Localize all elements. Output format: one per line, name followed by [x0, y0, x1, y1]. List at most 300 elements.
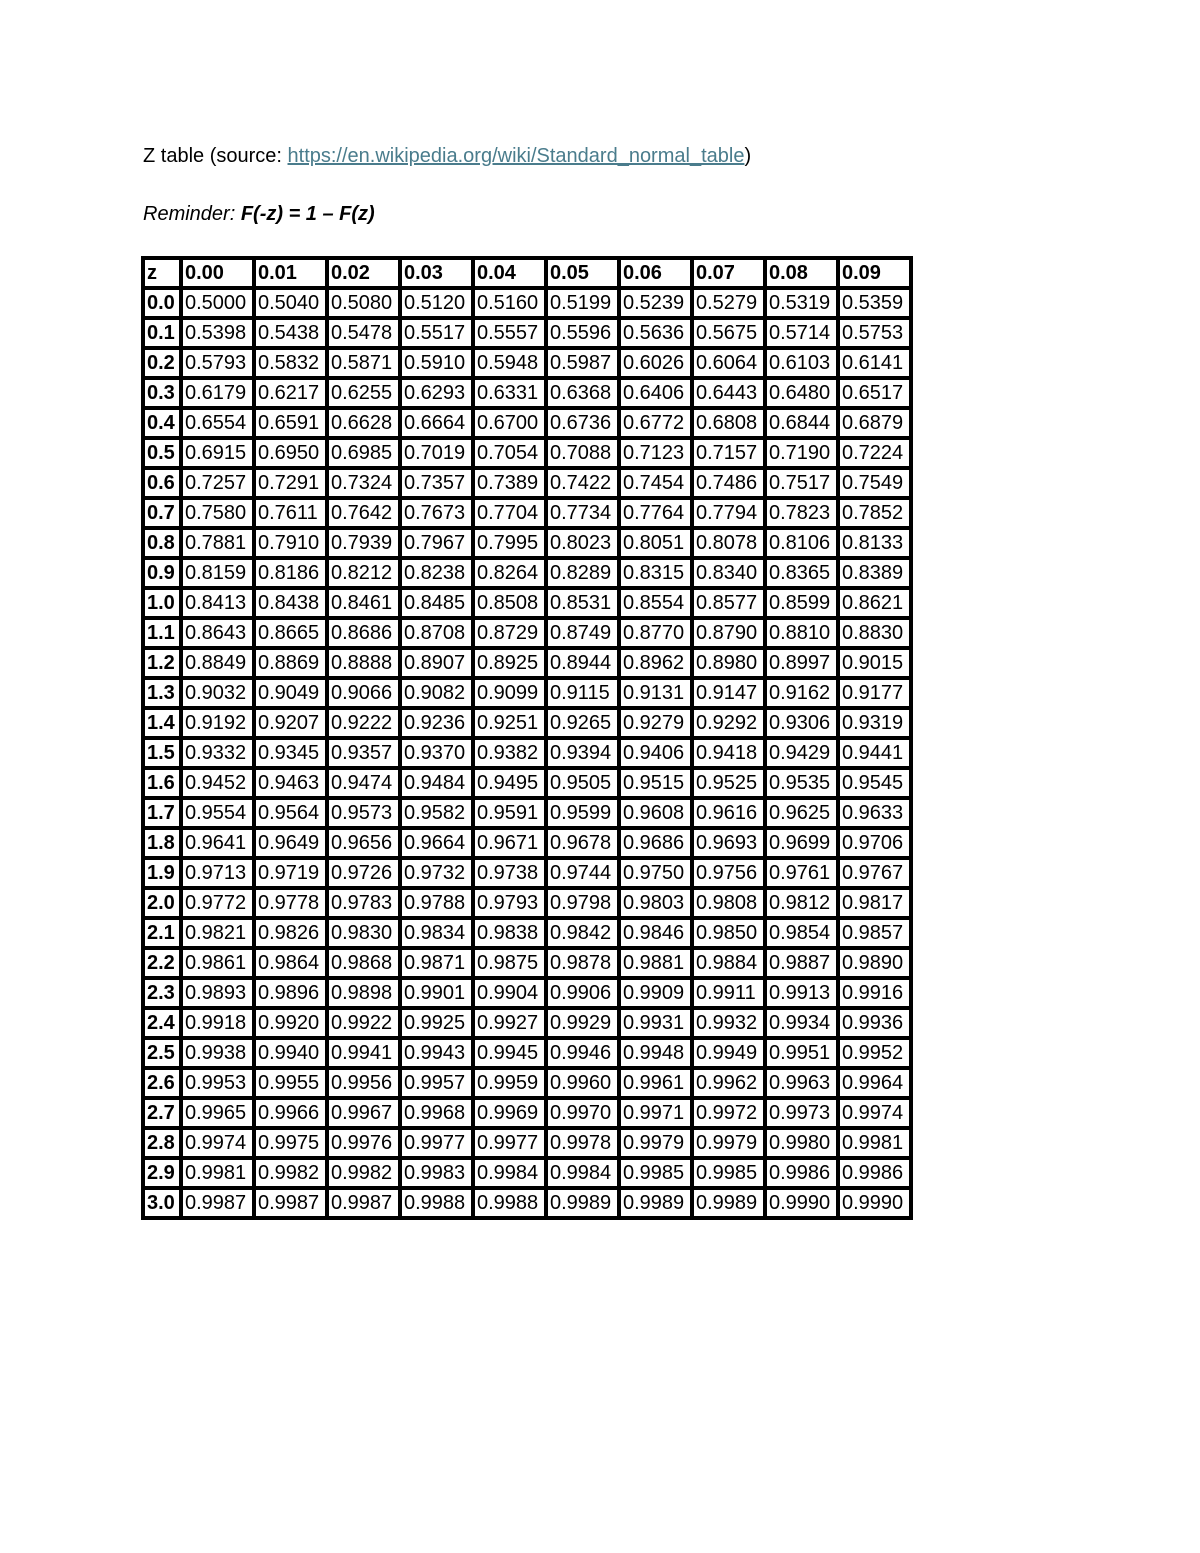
- probability-cell: 0.9893: [181, 978, 254, 1008]
- probability-cell: 0.9875: [473, 948, 546, 978]
- probability-cell: 0.9474: [327, 768, 400, 798]
- probability-cell: 0.7324: [327, 468, 400, 498]
- probability-cell: 0.9941: [327, 1038, 400, 1068]
- probability-cell: 0.9934: [765, 1008, 838, 1038]
- z-value-cell: 1.0: [143, 588, 181, 618]
- probability-cell: 0.6950: [254, 438, 327, 468]
- probability-cell: 0.9989: [692, 1188, 765, 1218]
- probability-cell: 0.9441: [838, 738, 911, 768]
- z-value-cell: 1.7: [143, 798, 181, 828]
- probability-cell: 0.9974: [181, 1128, 254, 1158]
- probability-cell: 0.9131: [619, 678, 692, 708]
- z-value-cell: 3.0: [143, 1188, 181, 1218]
- probability-cell: 0.9985: [619, 1158, 692, 1188]
- z-table: [141, 256, 913, 1220]
- probability-cell: 0.9821: [181, 918, 254, 948]
- probability-cell: 0.8849: [181, 648, 254, 678]
- probability-cell: 0.9803: [619, 888, 692, 918]
- probability-cell: 0.9909: [619, 978, 692, 1008]
- probability-cell: 0.5359: [838, 288, 911, 318]
- probability-cell: 0.9678: [546, 828, 619, 858]
- probability-cell: 0.9981: [181, 1158, 254, 1188]
- column-header: 0.04: [473, 258, 546, 288]
- probability-cell: 0.7123: [619, 438, 692, 468]
- probability-cell: 0.6217: [254, 378, 327, 408]
- table-row: [143, 858, 911, 888]
- probability-cell: 0.9943: [400, 1038, 473, 1068]
- probability-cell: 0.9982: [327, 1158, 400, 1188]
- probability-cell: 0.9495: [473, 768, 546, 798]
- probability-cell: 0.7357: [400, 468, 473, 498]
- probability-cell: 0.9960: [546, 1068, 619, 1098]
- z-value-cell: 2.9: [143, 1158, 181, 1188]
- probability-cell: 0.9332: [181, 738, 254, 768]
- probability-cell: 0.7967: [400, 528, 473, 558]
- probability-cell: 0.9916: [838, 978, 911, 1008]
- z-value-cell: 1.9: [143, 858, 181, 888]
- probability-cell: 0.9983: [400, 1158, 473, 1188]
- probability-cell: 0.9515: [619, 768, 692, 798]
- probability-cell: 0.9987: [327, 1188, 400, 1218]
- probability-cell: 0.7881: [181, 528, 254, 558]
- z-value-cell: 1.8: [143, 828, 181, 858]
- probability-cell: 0.7486: [692, 468, 765, 498]
- probability-cell: 0.5000: [181, 288, 254, 318]
- probability-cell: 0.9974: [838, 1098, 911, 1128]
- z-value-cell: 2.2: [143, 948, 181, 978]
- probability-cell: 0.9896: [254, 978, 327, 1008]
- probability-cell: 0.5517: [400, 318, 473, 348]
- probability-cell: 0.6517: [838, 378, 911, 408]
- probability-cell: 0.9966: [254, 1098, 327, 1128]
- probability-cell: 0.9484: [400, 768, 473, 798]
- probability-cell: 0.9936: [838, 1008, 911, 1038]
- probability-cell: 0.9830: [327, 918, 400, 948]
- probability-cell: 0.8554: [619, 588, 692, 618]
- probability-cell: 0.9525: [692, 768, 765, 798]
- probability-cell: 0.9573: [327, 798, 400, 828]
- z-value-cell: 0.4: [143, 408, 181, 438]
- z-value-cell: 2.3: [143, 978, 181, 1008]
- probability-cell: 0.9918: [181, 1008, 254, 1038]
- probability-cell: 0.8508: [473, 588, 546, 618]
- probability-cell: 0.8749: [546, 618, 619, 648]
- probability-cell: 0.9963: [765, 1068, 838, 1098]
- probability-cell: 0.8665: [254, 618, 327, 648]
- probability-cell: 0.9192: [181, 708, 254, 738]
- probability-cell: 0.9066: [327, 678, 400, 708]
- probability-cell: 0.7611: [254, 498, 327, 528]
- probability-cell: 0.7939: [327, 528, 400, 558]
- probability-cell: 0.9945: [473, 1038, 546, 1068]
- z-value-cell: 0.7: [143, 498, 181, 528]
- table-row: [143, 1128, 911, 1158]
- probability-cell: 0.9686: [619, 828, 692, 858]
- table-row: [143, 1158, 911, 1188]
- table-row: [143, 1098, 911, 1128]
- z-value-cell: 0.8: [143, 528, 181, 558]
- probability-cell: 0.9625: [765, 798, 838, 828]
- table-row: [143, 828, 911, 858]
- probability-cell: 0.9961: [619, 1068, 692, 1098]
- probability-cell: 0.9656: [327, 828, 400, 858]
- table-row: [143, 978, 911, 1008]
- probability-cell: 0.9913: [765, 978, 838, 1008]
- document-title: [143, 143, 751, 169]
- probability-cell: 0.7257: [181, 468, 254, 498]
- probability-cell: 0.9987: [181, 1188, 254, 1218]
- probability-cell: 0.9699: [765, 828, 838, 858]
- probability-cell: 0.9554: [181, 798, 254, 828]
- probability-cell: 0.9726: [327, 858, 400, 888]
- probability-cell: 0.5398: [181, 318, 254, 348]
- reminder-formula: F(-z) = 1 – F(z): [240, 203, 375, 225]
- probability-cell: 0.6985: [327, 438, 400, 468]
- probability-cell: 0.7764: [619, 498, 692, 528]
- probability-cell: 0.5319: [765, 288, 838, 318]
- probability-cell: 0.9082: [400, 678, 473, 708]
- probability-cell: 0.6915: [181, 438, 254, 468]
- probability-cell: 0.8790: [692, 618, 765, 648]
- probability-cell: 0.9147: [692, 678, 765, 708]
- probability-cell: 0.9979: [619, 1128, 692, 1158]
- z-value-cell: 2.6: [143, 1068, 181, 1098]
- probability-cell: 0.9901: [400, 978, 473, 1008]
- probability-cell: 0.5714: [765, 318, 838, 348]
- probability-cell: 0.6443: [692, 378, 765, 408]
- table-row: [143, 498, 911, 528]
- column-header: 0.07: [692, 258, 765, 288]
- probability-cell: 0.9608: [619, 798, 692, 828]
- probability-cell: 0.9979: [692, 1128, 765, 1158]
- probability-cell: 0.8770: [619, 618, 692, 648]
- probability-cell: 0.7823: [765, 498, 838, 528]
- probability-cell: 0.5160: [473, 288, 546, 318]
- probability-cell: 0.9986: [765, 1158, 838, 1188]
- probability-cell: 0.9463: [254, 768, 327, 798]
- z-value-cell: 1.2: [143, 648, 181, 678]
- probability-cell: 0.9177: [838, 678, 911, 708]
- probability-cell: 0.8997: [765, 648, 838, 678]
- table-row: [143, 708, 911, 738]
- probability-cell: 0.9616: [692, 798, 765, 828]
- probability-cell: 0.8051: [619, 528, 692, 558]
- probability-cell: 0.9788: [400, 888, 473, 918]
- probability-cell: 0.9772: [181, 888, 254, 918]
- probability-cell: 0.9990: [838, 1188, 911, 1218]
- probability-cell: 0.9989: [546, 1188, 619, 1218]
- probability-cell: 0.9798: [546, 888, 619, 918]
- probability-cell: 0.8023: [546, 528, 619, 558]
- probability-cell: 0.9162: [765, 678, 838, 708]
- probability-cell: 0.5438: [254, 318, 327, 348]
- probability-cell: 0.9222: [327, 708, 400, 738]
- probability-cell: 0.6179: [181, 378, 254, 408]
- column-header: 0.08: [765, 258, 838, 288]
- z-value-cell: 0.3: [143, 378, 181, 408]
- table-row: [143, 378, 911, 408]
- probability-cell: 0.5675: [692, 318, 765, 348]
- probability-cell: 0.7389: [473, 468, 546, 498]
- probability-cell: 0.8438: [254, 588, 327, 618]
- probability-cell: 0.6628: [327, 408, 400, 438]
- probability-cell: 0.7454: [619, 468, 692, 498]
- probability-cell: 0.9946: [546, 1038, 619, 1068]
- probability-cell: 0.9861: [181, 948, 254, 978]
- probability-cell: 0.9890: [838, 948, 911, 978]
- z-value-cell: 2.0: [143, 888, 181, 918]
- column-header: 0.02: [327, 258, 400, 288]
- probability-cell: 0.9049: [254, 678, 327, 708]
- z-value-cell: 1.5: [143, 738, 181, 768]
- probability-cell: 0.9955: [254, 1068, 327, 1098]
- probability-cell: 0.8729: [473, 618, 546, 648]
- probability-cell: 0.8133: [838, 528, 911, 558]
- probability-cell: 0.9783: [327, 888, 400, 918]
- probability-cell: 0.9964: [838, 1068, 911, 1098]
- probability-cell: 0.9956: [327, 1068, 400, 1098]
- probability-cell: 0.9878: [546, 948, 619, 978]
- probability-cell: 0.5239: [619, 288, 692, 318]
- probability-cell: 0.9719: [254, 858, 327, 888]
- probability-cell: 0.8962: [619, 648, 692, 678]
- probability-cell: 0.7995: [473, 528, 546, 558]
- probability-cell: 0.9980: [765, 1128, 838, 1158]
- probability-cell: 0.9591: [473, 798, 546, 828]
- probability-cell: 0.8577: [692, 588, 765, 618]
- probability-cell: 0.9857: [838, 918, 911, 948]
- probability-cell: 0.9967: [327, 1098, 400, 1128]
- probability-cell: 0.9846: [619, 918, 692, 948]
- probability-cell: 0.7794: [692, 498, 765, 528]
- probability-cell: 0.9099: [473, 678, 546, 708]
- probability-cell: 0.9808: [692, 888, 765, 918]
- table-row: [143, 918, 911, 948]
- probability-cell: 0.9838: [473, 918, 546, 948]
- probability-cell: 0.5793: [181, 348, 254, 378]
- probability-cell: 0.7734: [546, 498, 619, 528]
- probability-cell: 0.9761: [765, 858, 838, 888]
- probability-cell: 0.9968: [400, 1098, 473, 1128]
- probability-cell: 0.7852: [838, 498, 911, 528]
- table-row: [143, 588, 911, 618]
- probability-cell: 0.9986: [838, 1158, 911, 1188]
- table-row: [143, 528, 911, 558]
- probability-cell: 0.9927: [473, 1008, 546, 1038]
- probability-cell: 0.5596: [546, 318, 619, 348]
- probability-cell: 0.6844: [765, 408, 838, 438]
- probability-cell: 0.6406: [619, 378, 692, 408]
- table-row: [143, 318, 911, 348]
- probability-cell: 0.9251: [473, 708, 546, 738]
- probability-cell: 0.9884: [692, 948, 765, 978]
- probability-cell: 0.8869: [254, 648, 327, 678]
- probability-cell: 0.6103: [765, 348, 838, 378]
- probability-cell: 0.9706: [838, 828, 911, 858]
- probability-cell: 0.9984: [473, 1158, 546, 1188]
- z-value-cell: 1.6: [143, 768, 181, 798]
- probability-cell: 0.9671: [473, 828, 546, 858]
- probability-cell: 0.5199: [546, 288, 619, 318]
- probability-cell: 0.5871: [327, 348, 400, 378]
- probability-cell: 0.9864: [254, 948, 327, 978]
- probability-cell: 0.5753: [838, 318, 911, 348]
- probability-cell: 0.8621: [838, 588, 911, 618]
- probability-cell: 0.9952: [838, 1038, 911, 1068]
- probability-cell: 0.9778: [254, 888, 327, 918]
- probability-cell: 0.6700: [473, 408, 546, 438]
- probability-cell: 0.8599: [765, 588, 838, 618]
- z-value-cell: 2.8: [143, 1128, 181, 1158]
- column-header: 0.01: [254, 258, 327, 288]
- reminder-label: Reminder:: [143, 203, 241, 225]
- probability-cell: 0.8340: [692, 558, 765, 588]
- probability-cell: 0.9738: [473, 858, 546, 888]
- probability-cell: 0.8686: [327, 618, 400, 648]
- z-value-cell: 2.4: [143, 1008, 181, 1038]
- table-row: [143, 1008, 911, 1038]
- probability-cell: 0.9978: [546, 1128, 619, 1158]
- table-row: [143, 408, 911, 438]
- probability-cell: 0.9236: [400, 708, 473, 738]
- probability-cell: 0.9306: [765, 708, 838, 738]
- table-row: [143, 288, 911, 318]
- probability-cell: 0.6480: [765, 378, 838, 408]
- z-value-cell: 0.2: [143, 348, 181, 378]
- table-body: [143, 288, 911, 1218]
- probability-cell: 0.9929: [546, 1008, 619, 1038]
- probability-cell: 0.9969: [473, 1098, 546, 1128]
- probability-cell: 0.9812: [765, 888, 838, 918]
- probability-cell: 0.8413: [181, 588, 254, 618]
- probability-cell: 0.9887: [765, 948, 838, 978]
- probability-cell: 0.7019: [400, 438, 473, 468]
- probability-cell: 0.8289: [546, 558, 619, 588]
- probability-cell: 0.9265: [546, 708, 619, 738]
- probability-cell: 0.9965: [181, 1098, 254, 1128]
- probability-cell: 0.9971: [619, 1098, 692, 1128]
- probability-cell: 0.9452: [181, 768, 254, 798]
- probability-cell: 0.9976: [327, 1128, 400, 1158]
- probability-cell: 0.6591: [254, 408, 327, 438]
- probability-cell: 0.6026: [619, 348, 692, 378]
- probability-cell: 0.9664: [400, 828, 473, 858]
- probability-cell: 0.7157: [692, 438, 765, 468]
- table-row: [143, 798, 911, 828]
- probability-cell: 0.8980: [692, 648, 765, 678]
- probability-cell: 0.9920: [254, 1008, 327, 1038]
- probability-cell: 0.8830: [838, 618, 911, 648]
- probability-cell: 0.9599: [546, 798, 619, 828]
- table-row: [143, 558, 911, 588]
- probability-cell: 0.9793: [473, 888, 546, 918]
- probability-cell: 0.9904: [473, 978, 546, 1008]
- probability-cell: 0.9938: [181, 1038, 254, 1068]
- probability-cell: 0.7910: [254, 528, 327, 558]
- table-row: [143, 618, 911, 648]
- probability-cell: 0.9505: [546, 768, 619, 798]
- probability-cell: 0.9649: [254, 828, 327, 858]
- probability-cell: 0.6255: [327, 378, 400, 408]
- table-header-row: [143, 258, 911, 288]
- probability-cell: 0.9922: [327, 1008, 400, 1038]
- probability-cell: 0.6293: [400, 378, 473, 408]
- z-value-cell: 0.1: [143, 318, 181, 348]
- z-value-cell: 2.1: [143, 918, 181, 948]
- probability-cell: 0.7642: [327, 498, 400, 528]
- probability-cell: 0.5832: [254, 348, 327, 378]
- column-header-z: z: [143, 258, 181, 288]
- z-value-cell: 0.5: [143, 438, 181, 468]
- probability-cell: 0.6879: [838, 408, 911, 438]
- table-row: [143, 678, 911, 708]
- probability-cell: 0.9981: [838, 1128, 911, 1158]
- probability-cell: 0.6554: [181, 408, 254, 438]
- probability-cell: 0.8531: [546, 588, 619, 618]
- probability-cell: 0.9842: [546, 918, 619, 948]
- probability-cell: 0.8907: [400, 648, 473, 678]
- probability-cell: 0.9962: [692, 1068, 765, 1098]
- probability-cell: 0.8810: [765, 618, 838, 648]
- probability-cell: 0.9925: [400, 1008, 473, 1038]
- table-row: [143, 888, 911, 918]
- probability-cell: 0.9582: [400, 798, 473, 828]
- probability-cell: 0.9957: [400, 1068, 473, 1098]
- probability-cell: 0.9564: [254, 798, 327, 828]
- probability-cell: 0.9292: [692, 708, 765, 738]
- probability-cell: 0.9868: [327, 948, 400, 978]
- table-row: [143, 948, 911, 978]
- probability-cell: 0.8186: [254, 558, 327, 588]
- probability-cell: 0.9949: [692, 1038, 765, 1068]
- probability-cell: 0.9641: [181, 828, 254, 858]
- probability-cell: 0.6772: [619, 408, 692, 438]
- probability-cell: 0.9898: [327, 978, 400, 1008]
- z-value-cell: 0.9: [143, 558, 181, 588]
- probability-cell: 0.9015: [838, 648, 911, 678]
- probability-cell: 0.7517: [765, 468, 838, 498]
- probability-cell: 0.8944: [546, 648, 619, 678]
- probability-cell: 0.9982: [254, 1158, 327, 1188]
- probability-cell: 0.9418: [692, 738, 765, 768]
- probability-cell: 0.7054: [473, 438, 546, 468]
- probability-cell: 0.9406: [619, 738, 692, 768]
- probability-cell: 0.9953: [181, 1068, 254, 1098]
- column-header: 0.03: [400, 258, 473, 288]
- probability-cell: 0.8888: [327, 648, 400, 678]
- probability-cell: 0.9382: [473, 738, 546, 768]
- probability-cell: 0.7549: [838, 468, 911, 498]
- column-header: 0.00: [181, 258, 254, 288]
- probability-cell: 0.9931: [619, 1008, 692, 1038]
- probability-cell: 0.5478: [327, 318, 400, 348]
- probability-cell: 0.7673: [400, 498, 473, 528]
- probability-cell: 0.5040: [254, 288, 327, 318]
- probability-cell: 0.8315: [619, 558, 692, 588]
- source-link[interactable]: https://en.wikipedia.org/wiki/Standard_normal_table: [287, 145, 745, 167]
- z-value-cell: 2.7: [143, 1098, 181, 1128]
- reminder-note: [143, 201, 375, 227]
- column-header: 0.05: [546, 258, 619, 288]
- probability-cell: 0.9115: [546, 678, 619, 708]
- probability-cell: 0.5948: [473, 348, 546, 378]
- z-value-cell: 0.6: [143, 468, 181, 498]
- probability-cell: 0.8485: [400, 588, 473, 618]
- probability-cell: 0.9429: [765, 738, 838, 768]
- probability-cell: 0.9633: [838, 798, 911, 828]
- probability-cell: 0.9713: [181, 858, 254, 888]
- probability-cell: 0.9834: [400, 918, 473, 948]
